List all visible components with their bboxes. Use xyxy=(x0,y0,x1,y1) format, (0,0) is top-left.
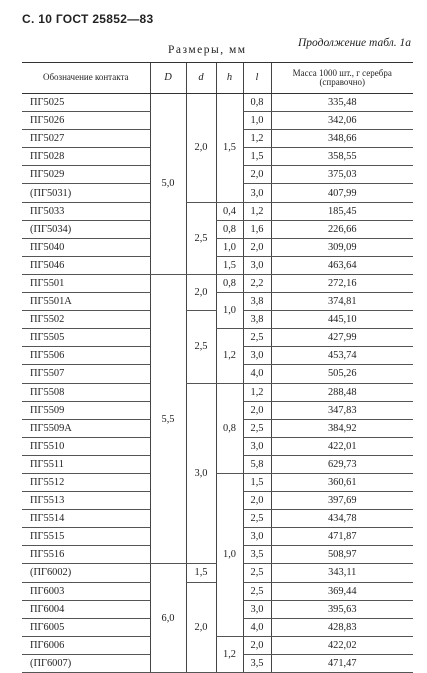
dimension-d-cell: 2,0 xyxy=(186,94,216,203)
table-row xyxy=(22,220,413,238)
table-row xyxy=(22,238,413,256)
silver-mass-cell: 375,03 xyxy=(271,166,413,184)
table-row xyxy=(22,636,413,654)
contact-designation: ПГ5501А xyxy=(22,293,150,311)
dimension-h-cell: 0,8 xyxy=(216,220,243,238)
table-body xyxy=(22,63,413,673)
contact-designation: ПГ5506 xyxy=(22,347,150,365)
silver-mass-cell: 395,63 xyxy=(271,600,413,618)
silver-mass-cell: 309,09 xyxy=(271,238,413,256)
dimension-h-cell: 1,0 xyxy=(216,473,243,636)
silver-mass-cell: 434,78 xyxy=(271,510,413,528)
dimension-l-cell: 3,0 xyxy=(243,347,271,365)
contact-designation: ПГ5505 xyxy=(22,329,150,347)
table-row xyxy=(22,293,413,311)
silver-mass-cell: 471,87 xyxy=(271,528,413,546)
contact-designation: ПГ5512 xyxy=(22,473,150,491)
dimension-h-cell: 0,8 xyxy=(216,274,243,292)
dimension-l-cell: 2,0 xyxy=(243,401,271,419)
contact-designation: ПГ5501 xyxy=(22,274,150,292)
silver-mass-cell: 226,66 xyxy=(271,220,413,238)
contact-designation: ПГ5510 xyxy=(22,437,150,455)
silver-mass-cell: 463,64 xyxy=(271,256,413,274)
contact-designation: ПГ5025 xyxy=(22,94,150,112)
contact-spec-table xyxy=(22,62,413,673)
silver-mass-cell: 427,99 xyxy=(271,329,413,347)
silver-mass-cell: 374,81 xyxy=(271,293,413,311)
silver-mass-cell: 428,83 xyxy=(271,618,413,636)
dimension-l-cell: 3,5 xyxy=(243,654,271,672)
contact-designation: ПГ5502 xyxy=(22,311,150,329)
dimension-d-cell: 3,0 xyxy=(186,383,216,564)
silver-mass-cell: 185,45 xyxy=(271,202,413,220)
dimension-h-cell: 1,5 xyxy=(216,94,243,203)
contact-designation: ПГ5040 xyxy=(22,238,150,256)
silver-mass-cell: 348,66 xyxy=(271,130,413,148)
dimension-l-cell: 3,5 xyxy=(243,546,271,564)
dimension-l-cell: 0,8 xyxy=(243,94,271,112)
dimension-l-cell: 2,0 xyxy=(243,166,271,184)
dimension-h-cell: 0,8 xyxy=(216,383,243,473)
dimension-l-cell: 3,8 xyxy=(243,311,271,329)
contact-designation: ПГ5033 xyxy=(22,202,150,220)
silver-mass-cell: 422,02 xyxy=(271,636,413,654)
contact-designation: (ПГ6002) xyxy=(22,564,150,582)
dimension-d-cell: 2,5 xyxy=(186,311,216,383)
contact-designation: ПГ6005 xyxy=(22,618,150,636)
contact-designation: ПГ5029 xyxy=(22,166,150,184)
dimension-l-cell: 2,5 xyxy=(243,419,271,437)
page-header: С. 10 ГОСТ 25852—83 xyxy=(22,12,154,26)
dimension-h-cell: 1,2 xyxy=(216,636,243,672)
silver-mass-cell: 272,16 xyxy=(271,274,413,292)
dimension-d-cell: 1,5 xyxy=(186,564,216,582)
silver-mass-cell: 508,97 xyxy=(271,546,413,564)
contact-designation: ПГ5046 xyxy=(22,256,150,274)
contact-designation: ПГ5514 xyxy=(22,510,150,528)
contact-designation: ПГ5508 xyxy=(22,383,150,401)
contact-designation: ПГ5515 xyxy=(22,528,150,546)
silver-mass-cell: 453,74 xyxy=(271,347,413,365)
table-row xyxy=(22,274,413,292)
dimension-h-cell: 1,2 xyxy=(216,329,243,383)
header-h: h xyxy=(216,63,243,94)
silver-mass-cell: 342,06 xyxy=(271,112,413,130)
dimension-l-cell: 3,0 xyxy=(243,256,271,274)
dimension-d-cell: 2,0 xyxy=(186,274,216,310)
contact-designation: ПГ5026 xyxy=(22,112,150,130)
header-mass: Масса 1000 шт., г серебра (справочно) xyxy=(271,63,413,94)
header-d: d xyxy=(186,63,216,94)
dimension-l-cell: 3,0 xyxy=(243,184,271,202)
dimension-l-cell: 2,5 xyxy=(243,329,271,347)
table-header-row xyxy=(22,63,413,94)
dimension-h-cell: 0,4 xyxy=(216,202,243,220)
contact-designation: ПГ5028 xyxy=(22,148,150,166)
dimension-l-cell: 4,0 xyxy=(243,618,271,636)
dimension-h-cell: 1,0 xyxy=(216,238,243,256)
dimension-h-cell: 1,5 xyxy=(216,256,243,274)
table-row xyxy=(22,202,413,220)
dimension-l-cell: 2,5 xyxy=(243,582,271,600)
dimension-l-cell: 1,2 xyxy=(243,383,271,401)
table-row xyxy=(22,94,413,112)
dimension-l-cell: 2,2 xyxy=(243,274,271,292)
dimension-d-cell: 2,0 xyxy=(186,582,216,672)
silver-mass-cell: 335,48 xyxy=(271,94,413,112)
dimension-l-cell: 2,0 xyxy=(243,492,271,510)
contact-designation: ПГ5509А xyxy=(22,419,150,437)
silver-mass-cell: 360,61 xyxy=(271,473,413,491)
table-row xyxy=(22,383,413,401)
silver-mass-cell: 369,44 xyxy=(271,582,413,600)
dimensions-unit-label: Размеры, мм xyxy=(168,44,247,56)
silver-mass-cell: 407,99 xyxy=(271,184,413,202)
dimension-l-cell: 1,5 xyxy=(243,473,271,491)
dimension-l-cell: 2,5 xyxy=(243,564,271,582)
silver-mass-cell: 343,11 xyxy=(271,564,413,582)
silver-mass-cell: 358,55 xyxy=(271,148,413,166)
contact-designation: ПГ6006 xyxy=(22,636,150,654)
header-designation: Обозначение контакта xyxy=(22,63,150,94)
contact-designation: ПГ6004 xyxy=(22,600,150,618)
dimension-l-cell: 1,6 xyxy=(243,220,271,238)
dimension-l-cell: 3,8 xyxy=(243,293,271,311)
dimension-d-outer-cell: 5,5 xyxy=(150,274,186,564)
dimension-l-cell: 2,5 xyxy=(243,510,271,528)
dimension-l-cell: 1,2 xyxy=(243,130,271,148)
contact-designation: (ПГ5031) xyxy=(22,184,150,202)
silver-mass-cell: 288,48 xyxy=(271,383,413,401)
silver-mass-cell: 384,92 xyxy=(271,419,413,437)
silver-mass-cell: 471,47 xyxy=(271,654,413,672)
dimension-d-cell: 2,5 xyxy=(186,202,216,274)
silver-mass-cell: 347,83 xyxy=(271,401,413,419)
header-D: D xyxy=(150,63,186,94)
dimension-l-cell: 3,0 xyxy=(243,600,271,618)
table-row xyxy=(22,256,413,274)
contact-designation: (ПГ6007) xyxy=(22,654,150,672)
dimension-l-cell: 2,0 xyxy=(243,636,271,654)
dimension-l-cell: 3,0 xyxy=(243,437,271,455)
dimension-l-cell: 4,0 xyxy=(243,365,271,383)
dimension-l-cell: 1,5 xyxy=(243,148,271,166)
contact-designation: ПГ5027 xyxy=(22,130,150,148)
dimension-l-cell: 3,0 xyxy=(243,528,271,546)
contact-designation: ПГ5507 xyxy=(22,365,150,383)
contact-designation: ПГ5509 xyxy=(22,401,150,419)
silver-mass-cell: 445,10 xyxy=(271,311,413,329)
table-continuation-caption: Продолжение табл. 1а xyxy=(298,37,411,49)
contact-designation: ПГ6003 xyxy=(22,582,150,600)
dimension-l-cell: 1,2 xyxy=(243,202,271,220)
dimension-l-cell: 1,0 xyxy=(243,112,271,130)
silver-mass-cell: 629,73 xyxy=(271,455,413,473)
contact-designation: ПГ5511 xyxy=(22,455,150,473)
contact-designation: ПГ5513 xyxy=(22,492,150,510)
contact-designation: (ПГ5034) xyxy=(22,220,150,238)
table-row xyxy=(22,329,413,347)
contact-designation: ПГ5516 xyxy=(22,546,150,564)
dimension-d-outer-cell: 5,0 xyxy=(150,94,186,275)
dimension-h-cell: 1,0 xyxy=(216,293,243,329)
header-l: l xyxy=(243,63,271,94)
table-row xyxy=(22,473,413,491)
silver-mass-cell: 422,01 xyxy=(271,437,413,455)
silver-mass-cell: 505,26 xyxy=(271,365,413,383)
dimension-l-cell: 2,0 xyxy=(243,238,271,256)
silver-mass-cell: 397,69 xyxy=(271,492,413,510)
dimension-d-outer-cell: 6,0 xyxy=(150,564,186,673)
dimension-l-cell: 5,8 xyxy=(243,455,271,473)
